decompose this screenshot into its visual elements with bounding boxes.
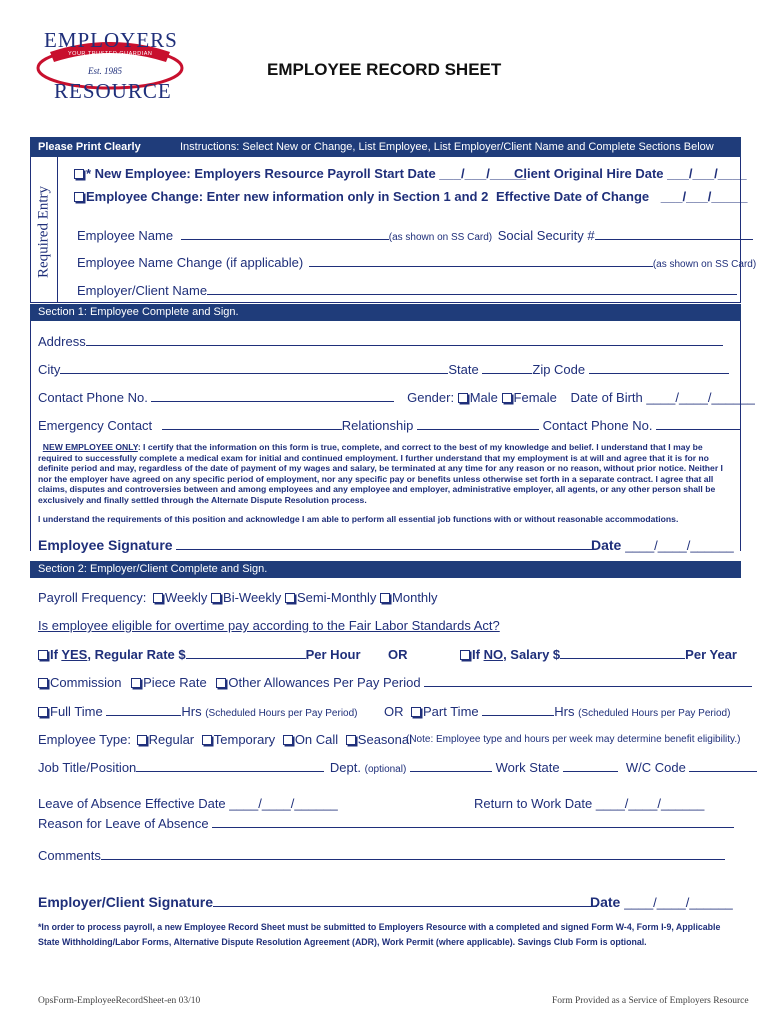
if-label: If bbox=[50, 647, 62, 662]
return-date-field[interactable]: ____/____/______ bbox=[595, 796, 705, 811]
new-employee-checkbox[interactable] bbox=[74, 169, 84, 179]
emergency-phone-field[interactable] bbox=[656, 419, 741, 430]
employee-change-label: Employee Change: Enter new information only in Section 1 and 2 bbox=[86, 189, 489, 204]
full-time-checkbox[interactable] bbox=[38, 707, 48, 717]
certification-paragraph bbox=[38, 442, 734, 506]
instructions-text: Instructions: Select New or Change, List Employee, List Employer/Client Name and Complete Sections Below bbox=[180, 141, 714, 153]
employer-signature-label: Employer/Client Signature bbox=[38, 894, 214, 910]
employee-signature-label: Employee Signature bbox=[38, 537, 173, 553]
salary-field[interactable] bbox=[560, 648, 685, 659]
scheduled-hours-note: (Scheduled Hours per Pay Period) bbox=[205, 708, 358, 719]
address-label: Address bbox=[38, 334, 86, 349]
per-year-label: Per Year bbox=[685, 647, 737, 662]
dob-label: Date of Birth bbox=[570, 390, 643, 405]
dept-field[interactable] bbox=[410, 761, 492, 772]
other-allowances-field[interactable] bbox=[424, 676, 752, 687]
return-date-label: Return to Work Date bbox=[474, 796, 593, 811]
emergency-phone-label: Contact Phone No. bbox=[542, 418, 653, 433]
emergency-contact-label: Emergency Contact bbox=[38, 418, 153, 433]
effective-date-label: Effective Date of Change bbox=[496, 189, 650, 204]
comments-label: Comments bbox=[38, 848, 101, 863]
overtime-no-checkbox[interactable] bbox=[460, 650, 470, 660]
semimonthly-checkbox[interactable] bbox=[285, 593, 295, 603]
biweekly-checkbox[interactable] bbox=[211, 593, 221, 603]
print-clearly-label: Please Print Clearly bbox=[38, 141, 141, 153]
section1-left-border bbox=[30, 321, 31, 551]
job-title-field[interactable] bbox=[136, 761, 324, 772]
wc-code-label: W/C Code bbox=[625, 760, 686, 775]
phone-field[interactable] bbox=[151, 391, 394, 402]
certification-text: : I certify that the information on this form is true, complete, and correct to the best of my knowledge and belief. I understand that I may be required to successfully complete a medical exam for initial and continued employment. I further understand that my employment is at will and agree that it is for no definite period and may, regardless of the date of payment of my wages and salary, be terminated at any time for any reason or no reason, without prior notice. Neither I nor the employer have agreed on any specific period of employment, nor any specific pay or benefits unless otherwise set forth in a separate contract. I agree that all claims, disputes and controversies between and among employees and any employee and employer, administrative employer, all agents, or any other person shall be exclusively and finally settled through the Alternate Dispute Resolution process. bbox=[38, 442, 723, 505]
footer-service-note: Form Provided as a Service of Employers Resource bbox=[552, 996, 749, 1006]
name-change-field[interactable] bbox=[309, 256, 653, 267]
acknowledgement-text: I understand the requirements of this position and acknowledge I am able to perform all essential job functions with or without reasonable accommodations. bbox=[38, 514, 679, 524]
zip-label: Zip Code bbox=[532, 362, 586, 377]
leave-reason-label: Reason for Leave of Absence bbox=[38, 816, 209, 831]
logo-bottom-text: RESOURCE bbox=[54, 79, 172, 103]
optional-note: (optional) bbox=[364, 764, 407, 775]
city-field[interactable] bbox=[60, 363, 448, 374]
regular-rate-field[interactable] bbox=[186, 648, 306, 659]
seasonal-checkbox[interactable] bbox=[346, 735, 356, 745]
ss-card-note: (as shown on SS Card) bbox=[388, 232, 493, 243]
certification-heading: NEW EMPLOYEE ONLY bbox=[42, 442, 138, 452]
section1-right-border bbox=[740, 321, 741, 551]
on-call-checkbox[interactable] bbox=[283, 735, 293, 745]
part-time-hours-field[interactable] bbox=[482, 705, 554, 716]
piece-rate-checkbox[interactable] bbox=[131, 678, 141, 688]
regular-rate-label: , Regular Rate $ bbox=[87, 647, 186, 662]
effective-date-field[interactable]: ___/___/_____ bbox=[660, 189, 748, 204]
commission-checkbox[interactable] bbox=[38, 678, 48, 688]
comments-field[interactable] bbox=[101, 849, 725, 860]
employee-signature-field[interactable] bbox=[176, 539, 596, 550]
commission-label: Commission bbox=[50, 675, 122, 690]
instructions-bar bbox=[30, 137, 741, 157]
phone-label: Contact Phone No. bbox=[38, 390, 148, 405]
social-security-label: Social Security # bbox=[497, 228, 595, 243]
weekly-label: Weekly bbox=[165, 590, 208, 605]
employee-change-checkbox[interactable] bbox=[74, 192, 84, 202]
dept-label: Dept. bbox=[329, 760, 361, 775]
hrs-label-2: Hrs bbox=[554, 704, 575, 719]
employee-date-field[interactable]: ____/____/______ bbox=[625, 538, 734, 553]
or-label-2: OR bbox=[384, 704, 404, 719]
full-time-hours-field[interactable] bbox=[106, 705, 181, 716]
no-label: NO bbox=[483, 647, 504, 662]
emergency-contact-field[interactable] bbox=[162, 419, 342, 430]
employer-client-label: Employer/Client Name bbox=[77, 283, 208, 298]
employee-name-field[interactable] bbox=[181, 229, 389, 240]
company-logo bbox=[30, 22, 190, 107]
weekly-checkbox[interactable] bbox=[153, 593, 163, 603]
dob-field[interactable]: ____/____/______ bbox=[646, 390, 755, 405]
scheduled-hours-note-2: (Scheduled Hours per Pay Period) bbox=[578, 708, 731, 719]
yes-label: YES bbox=[61, 647, 88, 662]
if-label-2: If bbox=[472, 647, 484, 662]
payroll-frequency-label: Payroll Frequency: bbox=[38, 590, 147, 605]
work-state-label: Work State bbox=[495, 760, 560, 775]
regular-label: Regular bbox=[148, 732, 195, 747]
employee-type-label: Employee Type: bbox=[38, 732, 131, 747]
section1-bar: Section 1: Employee Complete and Sign. bbox=[30, 304, 741, 321]
or-label: OR bbox=[388, 647, 408, 662]
state-label: State bbox=[448, 362, 479, 377]
ss-card-note-2: (as shown on SS Card) bbox=[652, 259, 757, 270]
overtime-question: Is employee eligible for overtime pay according to the Fair Labor Standards Act? bbox=[38, 618, 500, 633]
regular-checkbox[interactable] bbox=[137, 735, 147, 745]
client-hire-date-label: Client Original Hire Date ___/___/____ bbox=[514, 166, 747, 181]
part-time-label: Part Time bbox=[423, 704, 479, 719]
overtime-yes-checkbox[interactable] bbox=[38, 650, 48, 660]
on-call-label: On Call bbox=[294, 732, 339, 747]
employee-date-label: Date bbox=[591, 537, 622, 553]
logo-top-text: EMPLOYERS bbox=[44, 28, 178, 52]
biweekly-label: Bi-Weekly bbox=[223, 590, 282, 605]
salary-label: , Salary $ bbox=[503, 647, 561, 662]
employer-signature-field[interactable] bbox=[213, 896, 597, 907]
monthly-checkbox[interactable] bbox=[380, 593, 390, 603]
logo-tagline: YOUR TRUSTED GUARDIAN bbox=[68, 51, 153, 57]
part-time-checkbox[interactable] bbox=[411, 707, 421, 717]
required-entry-label: Required Entry bbox=[35, 185, 52, 279]
leave-date-label: Leave of Absence Effective Date bbox=[38, 796, 226, 811]
new-employee-label: * New Employee: Employers Resource Payroll Start Date ___/___/_____ bbox=[86, 166, 527, 181]
employer-date-label: Date bbox=[590, 894, 621, 910]
work-state-field[interactable] bbox=[563, 761, 618, 772]
female-label: Female bbox=[513, 390, 557, 405]
monthly-label: Monthly bbox=[392, 590, 438, 605]
employer-client-field[interactable] bbox=[207, 284, 737, 295]
other-allowances-checkbox[interactable] bbox=[216, 678, 226, 688]
other-allowances-label: Other Allowances Per Pay Period bbox=[228, 675, 421, 690]
state-field[interactable] bbox=[482, 363, 532, 374]
address-field[interactable] bbox=[86, 335, 723, 346]
footer-form-id: OpsForm-EmployeeRecordSheet-en 03/10 bbox=[38, 996, 201, 1006]
piece-rate-label: Piece Rate bbox=[143, 675, 207, 690]
female-checkbox[interactable] bbox=[502, 393, 512, 403]
wc-code-field[interactable] bbox=[689, 761, 757, 772]
male-checkbox[interactable] bbox=[458, 393, 468, 403]
temporary-label: Temporary bbox=[213, 732, 276, 747]
zip-field[interactable] bbox=[589, 363, 729, 374]
leave-date-field[interactable]: ____/____/______ bbox=[229, 796, 338, 811]
required-entry-divider bbox=[57, 157, 58, 303]
city-label: City bbox=[38, 362, 61, 377]
page-title: EMPLOYEE RECORD SHEET bbox=[267, 60, 502, 79]
logo-est: Est. 1985 bbox=[88, 66, 123, 76]
per-hour-label: Per Hour bbox=[305, 647, 361, 662]
social-security-field[interactable] bbox=[595, 229, 753, 240]
leave-reason-field[interactable] bbox=[212, 817, 734, 828]
full-time-label: Full Time bbox=[50, 704, 103, 719]
employer-date-field[interactable]: ____/____/______ bbox=[624, 895, 733, 910]
male-label: Male bbox=[469, 390, 498, 405]
employee-type-note: (Note: Employee type and hours per week may determine benefit eligibility.) bbox=[406, 734, 741, 745]
name-change-label: Employee Name Change (if applicable) bbox=[77, 255, 304, 270]
section2-bar: Section 2: Employer/Client Complete and Sign. bbox=[30, 561, 741, 578]
relationship-label: Relationship bbox=[341, 418, 414, 433]
seasonal-label: Seasonal bbox=[357, 732, 413, 747]
hrs-label: Hrs bbox=[181, 704, 202, 719]
gender-label: Gender: bbox=[407, 390, 455, 405]
temporary-checkbox[interactable] bbox=[202, 735, 212, 745]
job-title-label: Job Title/Position bbox=[38, 760, 137, 775]
footnote-text: *In order to process payroll, a new Employee Record Sheet must be submitted to Employers Resource with a completed and signed Form W-4, Form I-9, Applicable State Withholding/Labor Forms, Alternative Dispute Resolution Agreement (ADR), Work Permit (where applicable). Savings Club Form is optional. bbox=[38, 922, 721, 947]
employee-name-label: Employee Name bbox=[77, 228, 174, 243]
semimonthly-label: Semi-Monthly bbox=[296, 590, 377, 605]
relationship-field[interactable] bbox=[417, 419, 539, 430]
